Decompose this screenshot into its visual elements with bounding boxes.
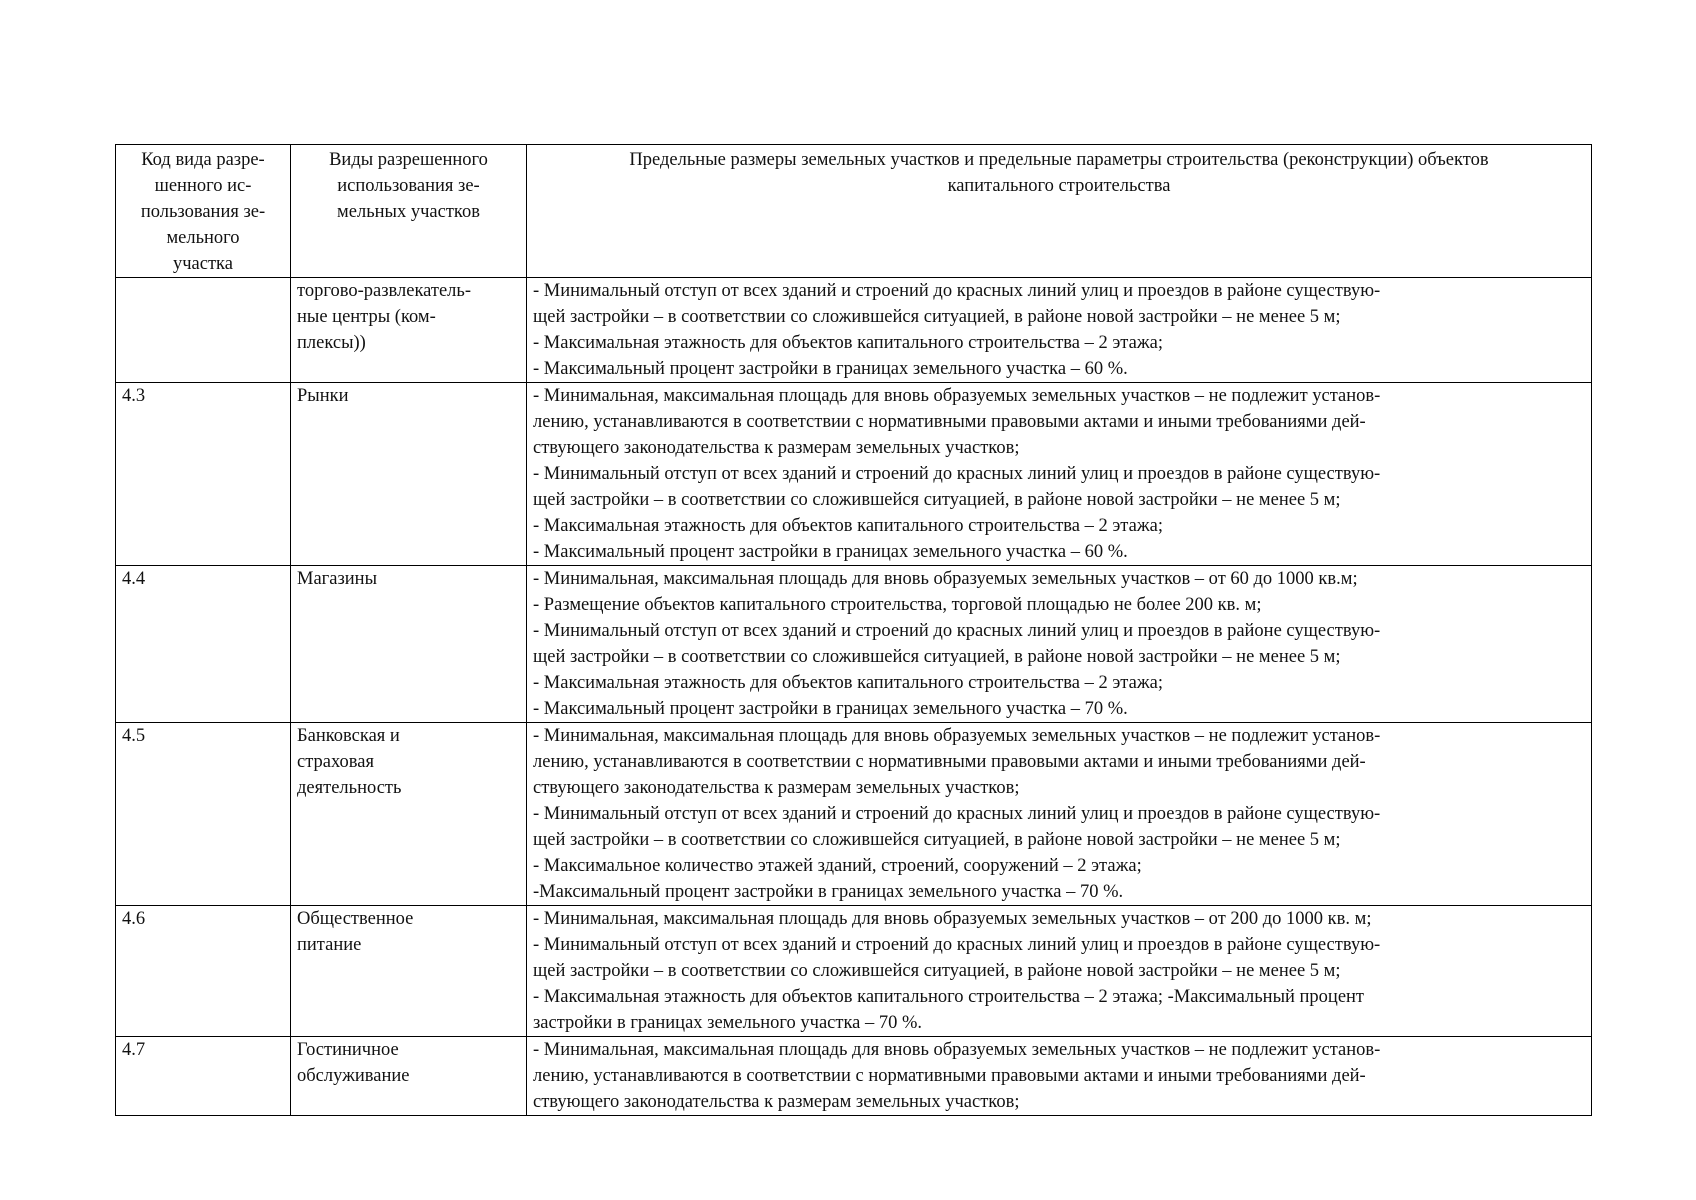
row-code: 4.6 xyxy=(116,906,291,1037)
row-type: Магазины xyxy=(291,566,527,723)
table-row xyxy=(116,383,1592,566)
row-code: 4.7 xyxy=(116,1037,291,1116)
row-code: 4.5 xyxy=(116,723,291,906)
row-code: 4.3 xyxy=(116,383,291,566)
zoning-parameters-table xyxy=(115,144,1592,1116)
row-type: Банковская и страховая деятельность xyxy=(291,723,527,906)
row-params: - Минимальная, максимальная площадь для вновь образуемых земельных участков – не подлежит установ- лению, устанавливаются в соответствии с нормативными правовыми актами и иными требованиями дей- ствующего законодательства к размерам земельных участков; xyxy=(527,1037,1592,1116)
table-row xyxy=(116,1037,1592,1116)
row-type: Гостиничное обслуживание xyxy=(291,1037,527,1116)
table-row xyxy=(116,278,1592,383)
row-type: Общественное питание xyxy=(291,906,527,1037)
table-row xyxy=(116,566,1592,723)
row-params: - Минимальная, максимальная площадь для вновь образуемых земельных участков – не подлежит установ- лению, устанавливаются в соответствии с нормативными правовыми актами и иными требованиями дей- ствующего законодательства к размерам земельных участков; - Минимальный отступ от всех зданий и строений до красных линий улиц и проездов в районе существую- щей застройки – в соответствии со сложившейся ситуацией, в районе новой застройки – не менее 5 м; - Максимальная этажность для объектов капитального строительства – 2 этажа; - Максимальный процент застройки в границах земельного участка – 60 %. xyxy=(527,383,1592,566)
row-params: - Минимальная, максимальная площадь для вновь образуемых земельных участков – от 60 до 1000 кв.м; - Размещение объектов капитального строительства, торговой площадью не более 200 кв. м; - Минимальный отступ от всех зданий и строений до красных линий улиц и проездов в районе существую- щей застройки – в соответствии со сложившейся ситуацией, в районе новой застройки – не менее 5 м; - Максимальная этажность для объектов капитального строительства – 2 этажа; - Максимальный процент застройки в границах земельного участка – 70 %. xyxy=(527,566,1592,723)
row-params: - Минимальный отступ от всех зданий и строений до красных линий улиц и проездов в районе существую- щей застройки – в соответствии со сложившейся ситуацией, в районе новой застройки – не менее 5 м; - Максимальная этажность для объектов капитального строительства – 2 этажа; - Максимальный процент застройки в границах земельного участка – 60 %. xyxy=(527,278,1592,383)
row-params: - Минимальная, максимальная площадь для вновь образуемых земельных участков – не подлежит установ- лению, устанавливаются в соответствии с нормативными правовыми актами и иными требованиями дей- ствующего законодательства к размерам земельных участков; - Минимальный отступ от всех зданий и строений до красных линий улиц и проездов в районе существую- щей застройки – в соответствии со сложившейся ситуацией, в районе новой застройки – не менее 5 м; - Максимальное количество этажей зданий, строений, сооружений – 2 этажа; -Максимальный процент застройки в границах земельного участка – 70 %. xyxy=(527,723,1592,906)
row-code xyxy=(116,278,291,383)
header-code: Код вида разре- шенного ис- пользования зе- мельного участка xyxy=(116,145,291,278)
row-type: Рынки xyxy=(291,383,527,566)
table-row xyxy=(116,906,1592,1037)
table-header-row xyxy=(116,145,1592,278)
row-type: торгово-развлекатель- ные центры (ком- плексы)) xyxy=(291,278,527,383)
row-code: 4.4 xyxy=(116,566,291,723)
table-row xyxy=(116,723,1592,906)
row-params: - Минимальная, максимальная площадь для вновь образуемых земельных участков – от 200 до 1000 кв. м; - Минимальный отступ от всех зданий и строений до красных линий улиц и проездов в районе существую- щей застройки – в соответствии со сложившейся ситуацией, в районе новой застройки – не менее 5 м; - Максимальная этажность для объектов капитального строительства – 2 этажа; -Максимальный процент застройки в границах земельного участка – 70 %. xyxy=(527,906,1592,1037)
header-params: Предельные размеры земельных участков и предельные параметры строительства (реконструкции) объектов капитального строительства xyxy=(527,145,1592,278)
header-type: Виды разрешенного использования зе- мельных участков xyxy=(291,145,527,278)
